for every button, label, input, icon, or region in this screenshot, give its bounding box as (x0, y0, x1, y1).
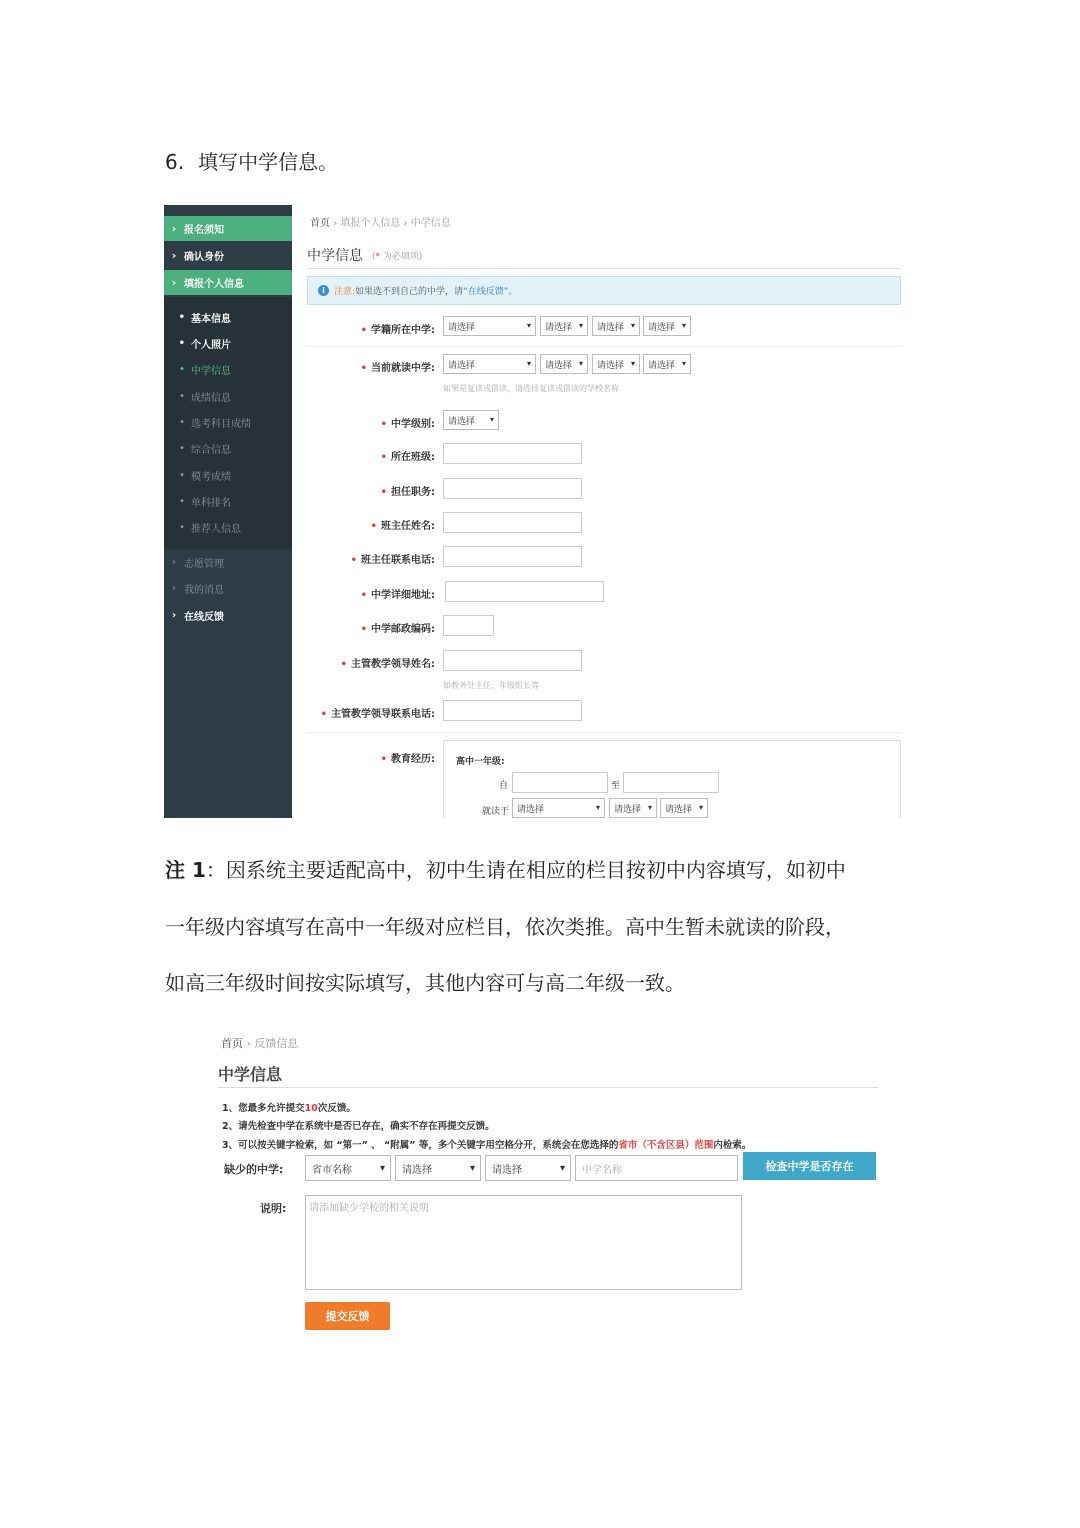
city-select[interactable]: 请选择 ▾ (395, 1155, 481, 1181)
chevron-down-icon: ▾ (559, 1162, 565, 1174)
rule-1: 1、您最多允许提交10次反馈。 (222, 1103, 356, 1114)
breadcrumb (310, 214, 451, 229)
breadcrumb (221, 1035, 298, 1051)
chevron-right-icon: › (171, 249, 177, 262)
sidebar-subitem-photo[interactable]: • 个人照片 (178, 337, 231, 351)
middle-school-form-screenshot (164, 205, 916, 818)
sidebar-subitem-label: 模考成绩 (191, 471, 231, 483)
field-label: • 中学邮政编码: (360, 624, 435, 635)
field-label: • 主管教学领导姓名: (340, 659, 435, 670)
sidebar-subitem-basic-info[interactable]: • 基本信息 (178, 311, 231, 325)
sidebar-subitem-comprehensive[interactable]: • 综合信息 (179, 442, 231, 456)
field-teacher-phone (307, 546, 901, 568)
chevron-down-icon: ▾ (681, 321, 686, 330)
leader-name-input[interactable] (443, 650, 582, 671)
sidebar-subitem-scores[interactable]: • 成绩信息 (179, 390, 231, 404)
sidebar-item-messages[interactable] (164, 576, 292, 600)
note-label: 注 1 (165, 858, 206, 882)
sidebar-subitem-label: 推荐人信息 (191, 523, 241, 535)
field-teacher-name (307, 512, 901, 534)
missing-school-label: 缺少的中学: (224, 1163, 284, 1176)
current-school-select-3[interactable]: 请选择 ▾ (592, 354, 640, 374)
chevron-down-icon: ▾ (647, 803, 652, 812)
notice-suffix: 。 (508, 287, 518, 297)
rule-3: 3、可以按关键字检索，如 “第一” 、 “附属” 等，多个关键字用空格分开，系统会在您选择的省市（不含区县）范围内检索。 (222, 1140, 752, 1151)
breadcrumb-current: 反馈信息 (254, 1037, 299, 1050)
title-divider (218, 1087, 878, 1088)
field-leader-phone (307, 700, 901, 722)
note-line-2: 一年级内容填写在高中一年级对应栏目，依次类推。高中生暂未就读的阶段， (165, 915, 845, 939)
sidebar-subitem-label: 基本信息 (191, 313, 231, 325)
breadcrumb-personal-info[interactable]: 填报个人信息 (340, 218, 401, 229)
field-address (307, 581, 901, 603)
studied-at-select-2[interactable]: 请选择 ▾ (609, 798, 657, 818)
field-label: • 中学级别: (380, 419, 435, 430)
chevron-down-icon: ▾ (681, 359, 686, 368)
chevron-right-icon: › (246, 1037, 255, 1050)
sidebar-subitem-school-info[interactable]: • 中学信息 (179, 363, 231, 377)
sidebar-subitem-label: 单科排名 (191, 497, 231, 509)
teacher-phone-input[interactable] (443, 546, 582, 567)
note-text: ：因系统主要适配高中，初中生请在相应的栏目按初中内容填写，如初中 (205, 858, 846, 882)
chevron-right-icon: › (333, 218, 341, 229)
form-main (307, 205, 902, 818)
sidebar-subitem-label: 中学信息 (191, 365, 231, 377)
grade-label: 高中一年级: (456, 757, 505, 767)
chevron-right-icon: › (171, 222, 177, 235)
sidebar-subitem-label: 选考科目成绩 (191, 418, 251, 430)
chevron-down-icon: ▾ (578, 359, 583, 368)
info-icon: i (318, 285, 329, 296)
chevron-down-icon: ▾ (489, 415, 494, 424)
leader-hint: 如教务处主任、年级组长等 (443, 681, 539, 690)
field-label: • 教育经历: (380, 754, 435, 765)
chevron-down-icon: ▾ (469, 1162, 475, 1174)
chevron-down-icon: ▾ (526, 359, 531, 368)
province-select[interactable]: 省市名称 ▾ (305, 1155, 391, 1181)
sidebar-subitem-label: 个人照片 (191, 339, 231, 351)
notice-banner (307, 276, 901, 305)
breadcrumb-home[interactable]: 首页 (221, 1037, 243, 1050)
sidebar-subitem-label: 成绩信息 (191, 392, 231, 404)
chevron-right-icon: › (171, 276, 177, 289)
sidebar-subitem-ranking[interactable]: • 单科排名 (179, 495, 231, 509)
field-label: • 班主任姓名: (370, 521, 435, 532)
education-box (443, 740, 901, 818)
register-school-select-2[interactable]: 请选择 ▾ (540, 316, 588, 336)
row-divider (307, 346, 901, 347)
rule-2: 2、请先检查中学在系统中是否已存在，确实不存在再提交反馈。 (222, 1121, 495, 1132)
sidebar-item-label: 确认身份 (184, 252, 224, 263)
row-divider (307, 732, 901, 733)
position-input[interactable] (443, 478, 582, 499)
chevron-down-icon: ▾ (578, 321, 583, 330)
note-line-3: 如高三年级时间按实际填写，其他内容可与高二年级一致。 (165, 971, 685, 995)
description-textarea[interactable] (305, 1195, 742, 1290)
field-label: • 担任职务: (380, 487, 435, 498)
field-school-level (307, 410, 901, 432)
chevron-down-icon: ▾ (526, 321, 531, 330)
district-select[interactable]: 请选择 ▾ (485, 1155, 571, 1181)
sidebar-item-feedback[interactable] (164, 603, 292, 627)
current-school-hint: 如果是复读或借读，请选择复读或借读的学校名称 (443, 384, 619, 393)
chevron-down-icon: ▾ (630, 321, 635, 330)
chevron-right-icon: › (171, 609, 177, 621)
sidebar (164, 205, 292, 818)
sidebar-subitem-label: 综合信息 (191, 444, 231, 456)
required-note-text: 为必填项 (382, 252, 419, 262)
sidebar-item-label: 在线反馈 (184, 611, 224, 623)
step-heading (165, 146, 338, 175)
field-position (307, 478, 901, 500)
studied-at-select-3[interactable]: 请选择 ▾ (660, 798, 708, 818)
field-label: • 中学详细地址: (360, 590, 435, 601)
sidebar-item-confirm-identity[interactable] (164, 243, 292, 268)
description-label: 说明: (260, 1202, 287, 1215)
step-text: 填写中学信息。 (198, 150, 339, 174)
sidebar-item-volunteer[interactable] (164, 550, 292, 574)
sidebar-item-label: 我的消息 (184, 584, 224, 596)
school-name-input[interactable]: 中学名称 (575, 1155, 738, 1181)
sidebar-item-label: 志愿管理 (184, 558, 224, 570)
sidebar-item-registration-notice[interactable] (164, 216, 292, 241)
chevron-right-icon: › (172, 582, 176, 594)
studied-at-select-1[interactable]: 请选择 ▾ (512, 798, 605, 818)
notice-text: 如果选不到自己的中学，请 (355, 287, 464, 297)
page-title: 中学信息 (218, 1065, 283, 1084)
chevron-down-icon: ▾ (698, 803, 703, 812)
address-input[interactable] (445, 581, 604, 602)
to-date-input[interactable] (623, 772, 719, 793)
note-line-1 (165, 856, 925, 884)
postcode-input[interactable] (443, 615, 494, 636)
current-school-select-1[interactable]: 请选择 ▾ (443, 354, 536, 374)
chevron-down-icon: ▾ (630, 359, 635, 368)
submit-feedback-button[interactable]: 提交反馈 (305, 1302, 390, 1330)
teacher-name-input[interactable] (443, 512, 582, 533)
breadcrumb-home[interactable]: 首页 (310, 218, 330, 229)
field-class (307, 443, 901, 465)
to-label: 至 (611, 781, 621, 791)
sidebar-subitem-elective-scores[interactable]: • 选考科目成绩 (179, 416, 251, 430)
leader-phone-input[interactable] (443, 700, 582, 721)
step-number: 6. (165, 150, 185, 174)
sidebar-subitem-referee[interactable]: • 推荐人信息 (179, 521, 241, 535)
chevron-right-icon: › (403, 218, 411, 229)
field-current-school (307, 354, 901, 376)
class-input[interactable] (443, 443, 582, 464)
section-title: 中学信息 (307, 248, 363, 264)
field-label: • 当前就读中学: (360, 363, 435, 374)
sidebar-item-personal-info[interactable] (164, 270, 292, 295)
from-label: 自 (499, 781, 509, 791)
sidebar-item-label: 填报个人信息 (184, 279, 244, 290)
field-label: • 主管教学领导联系电话: (320, 709, 435, 720)
field-label: • 学籍所在中学: (360, 325, 435, 336)
required-note: (* 为必填项) (372, 252, 423, 262)
field-leader-name (307, 650, 901, 672)
current-school-select-2[interactable]: 请选择 ▾ (540, 354, 588, 374)
feedback-link[interactable]: “在线反馈” (463, 287, 509, 297)
field-postcode (307, 615, 901, 637)
sidebar-subitem-mock-scores[interactable]: • 模考成绩 (179, 469, 231, 483)
chevron-down-icon: ▾ (379, 1162, 385, 1174)
field-label: • 所在班级: (380, 452, 435, 463)
field-register-school (307, 316, 901, 338)
from-date-input[interactable] (512, 772, 608, 793)
register-school-select-4[interactable]: 请选择 ▾ (643, 316, 691, 336)
check-school-button[interactable]: 检查中学是否存在 (743, 1152, 876, 1180)
notice-prefix: 注意: (334, 287, 356, 297)
field-label: • 班主任联系电话: (350, 555, 435, 566)
chevron-right-icon: › (172, 556, 176, 568)
description-placeholder: 请添加缺少学校的相关说明 (309, 1203, 429, 1214)
chevron-down-icon: ▾ (595, 803, 600, 812)
section-divider (307, 268, 901, 269)
studied-at-label: 就读于 (482, 807, 510, 817)
current-school-select-4[interactable]: 请选择 ▾ (643, 354, 691, 374)
register-school-select-1[interactable]: 请选择 ▾ (443, 316, 536, 336)
register-school-select-3[interactable]: 请选择 ▾ (592, 316, 640, 336)
school-level-select[interactable]: 请选择 ▾ (443, 410, 499, 430)
breadcrumb-current: 中学信息 (410, 218, 451, 229)
sidebar-item-label: 报名须知 (184, 225, 224, 236)
